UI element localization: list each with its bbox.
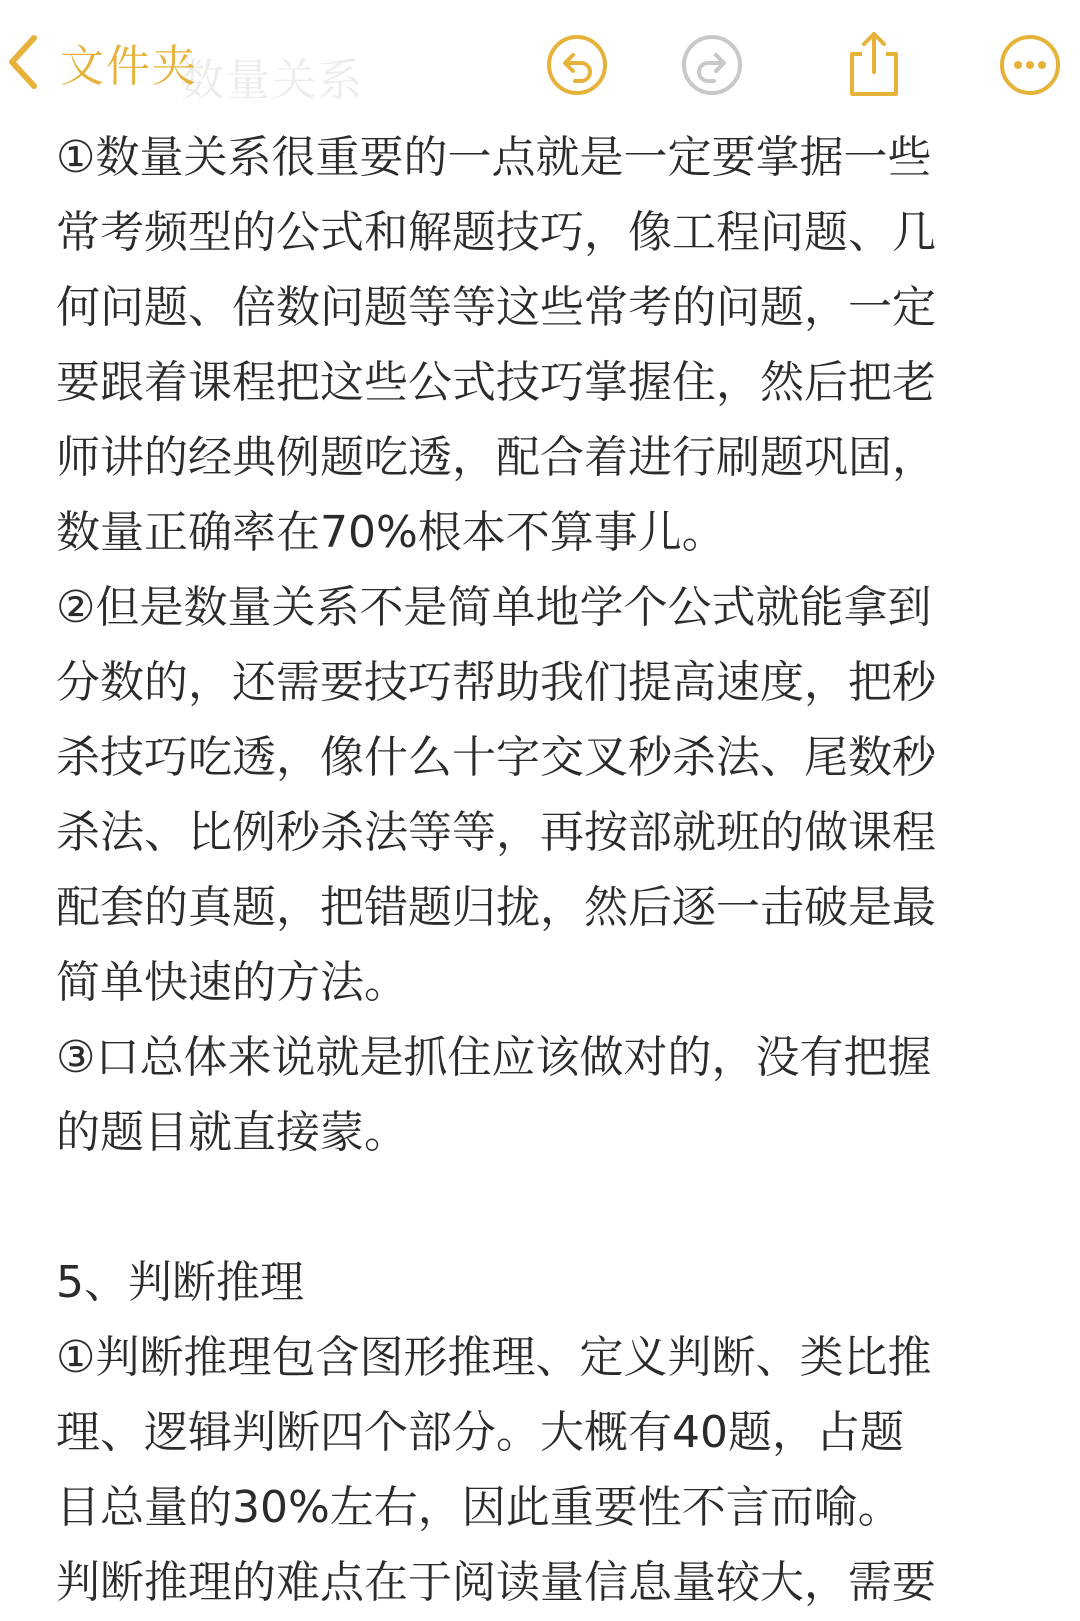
note-line: 配套的真题，把错题归拢，然后逐一击破是最 (56, 882, 936, 933)
undo-button[interactable] (545, 33, 609, 97)
note-line: ②但是数量关系不是简单地学个公式就能拿到 (56, 582, 932, 633)
note-line: ①判断推理包含图形推理、定义判断、类比推 (56, 1332, 932, 1383)
note-line: 分数的，还需要技巧帮助我们提高速度，把秒 (56, 657, 936, 708)
note-line: 数量正确率在70%根本不算事儿。 (56, 507, 726, 558)
note-line: 5、判断推理 (56, 1257, 304, 1308)
top-toolbar (0, 0, 1080, 118)
note-line: ③口总体来说就是抓住应该做对的，没有把握 (56, 1032, 932, 1083)
redo-button[interactable] (680, 33, 744, 97)
share-button[interactable] (842, 28, 906, 92)
more-icon (998, 33, 1062, 97)
note-line: 杀技巧吃透，像什么十字交叉秒杀法、尾数秒 (56, 732, 936, 783)
note-line: 何问题、倍数问题等等这些常考的问题，一定 (56, 282, 936, 333)
back-label: 文件夹 (60, 41, 198, 92)
chevron-left-icon (4, 32, 40, 92)
undo-icon (545, 33, 609, 97)
note-line: 简单快速的方法。 (56, 957, 408, 1008)
note-line: ①数量关系很重要的一点就是一定要掌据一些 (56, 132, 932, 183)
redo-icon (680, 33, 744, 97)
blank-line (56, 1170, 1046, 1245)
share-icon (842, 28, 906, 100)
note-line: 常考频型的公式和解题技巧，像工程问题、几 (56, 207, 936, 258)
note-line: 杀法、比例秒杀法等等，再按部就班的做课程 (56, 807, 936, 858)
more-button[interactable] (998, 33, 1062, 97)
note-body[interactable] (56, 120, 1046, 1620)
back-button[interactable] (4, 30, 198, 94)
note-line: 要跟着课程把这些公式技巧掌握住，然后把老 (56, 357, 936, 408)
note-line: 目总量的30%左右，因此重要性不言而喻。 (56, 1482, 902, 1533)
note-line: 理、逻辑判断四个部分。大概有40题，占题 (56, 1407, 904, 1458)
note-line: 的题目就直接蒙。 (56, 1107, 408, 1158)
note-line: 师讲的经典例题吃透，配合着进行刷题巩固， (56, 432, 936, 483)
ghost-title: 数量关系 (180, 55, 364, 106)
note-line: 判断推理的难点在于阅读量信息量较大，需要 (56, 1557, 936, 1608)
